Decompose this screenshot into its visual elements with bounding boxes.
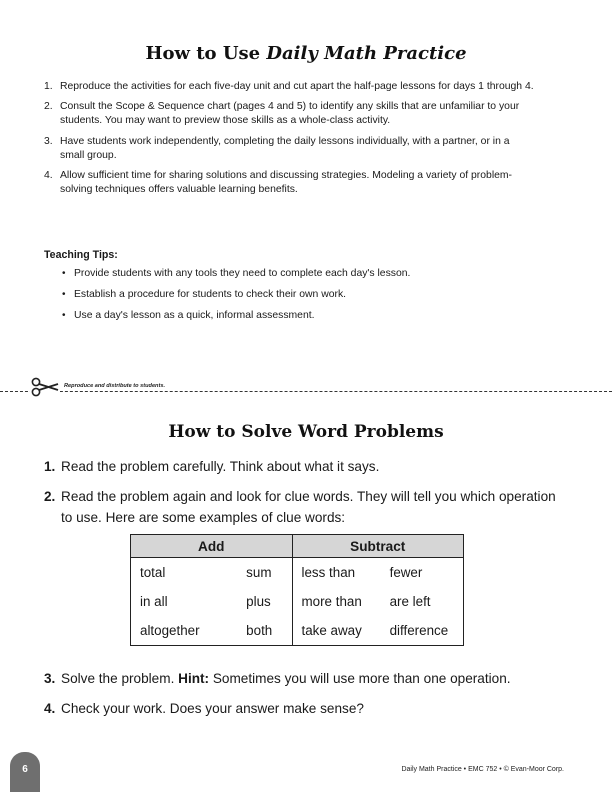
list-item — [44, 100, 534, 128]
item-text: Read the problem again and look for clue words. They will tell you which operation to use. Here are some examples of clue words: — [61, 489, 556, 525]
item-number: 2. — [44, 101, 53, 113]
tip-item — [62, 289, 410, 310]
teaching-tips-heading: Teaching Tips: — [44, 249, 118, 261]
tip-text: Establish a procedure for students to check their own work. — [74, 289, 347, 300]
table-cell: take away — [292, 616, 381, 646]
table-cell: plus — [246, 594, 271, 609]
list-item — [44, 668, 564, 689]
list-item — [44, 456, 564, 477]
table-cell: fewer — [389, 565, 423, 580]
table-cell: difference — [389, 623, 449, 638]
table-row — [131, 587, 464, 616]
list-item — [44, 486, 564, 528]
bullet-icon: • — [62, 268, 66, 279]
teaching-tips-list — [62, 268, 410, 331]
cut-instruction: Reproduce and distribute to students. — [64, 383, 169, 389]
bullet-icon: • — [62, 310, 66, 321]
list-item — [44, 135, 534, 163]
table-cell: in all — [140, 594, 168, 609]
item-number: 3. — [44, 671, 56, 686]
table-cell: sum — [246, 565, 272, 580]
item-number: 2. — [44, 489, 56, 504]
table-row — [131, 616, 464, 646]
item-number: 3. — [44, 135, 53, 147]
add-header: Add — [131, 535, 293, 558]
scissors-icon — [30, 376, 60, 398]
tip-item — [62, 268, 410, 289]
title-italic: Daily Math Practice — [266, 43, 467, 64]
item-number: 4. — [44, 170, 53, 182]
item-number: 4. — [44, 701, 56, 716]
list-item — [44, 80, 534, 94]
title-prefix: How to Use — [145, 43, 267, 64]
item-text: Reproduce the activities for each five-day unit and cut apart the half-page lessons for days 1 through 4. — [60, 81, 534, 92]
tip-text: Provide students with any tools they need to complete each day's lesson. — [74, 268, 411, 279]
step-text-after: Sometimes you will use more than one operation. — [209, 671, 511, 686]
footer-credit: Daily Math Practice • EMC 752 • © Evan-Moor Corp. — [401, 766, 564, 773]
tip-text: Use a day's lesson as a quick, informal assessment. — [74, 310, 315, 321]
list-item — [44, 169, 534, 197]
page-title — [0, 43, 612, 64]
table-cell: less than — [292, 558, 381, 588]
table-cell: both — [246, 623, 273, 638]
item-text — [61, 668, 564, 689]
page-number: 6 — [22, 764, 28, 775]
item-number: 1. — [44, 81, 53, 92]
table-header-row — [131, 535, 464, 558]
tip-item — [62, 310, 410, 331]
subtract-header: Subtract — [292, 535, 464, 558]
section-title: How to Solve Word Problems — [168, 422, 444, 442]
hint-label: Hint: — [178, 671, 210, 686]
table-row — [131, 558, 464, 588]
item-text: Read the problem carefully. Think about what it says. — [61, 459, 380, 474]
instructions-list — [44, 80, 534, 203]
step-text-before: Solve the problem. — [61, 671, 179, 686]
item-text: Check your work. Does your answer make sense? — [61, 701, 364, 716]
cut-line — [0, 391, 612, 392]
clue-words-table — [130, 534, 464, 646]
item-number: 1. — [44, 459, 56, 474]
table-cell: altogether — [140, 623, 200, 638]
bullet-icon: • — [62, 289, 66, 300]
table-cell: more than — [292, 587, 381, 616]
table-cell: total — [140, 565, 166, 580]
item-text: Consult the Scope & Sequence chart (pages 4 and 5) to identify any skills that are unfamiliar to your students. You may want to preview those skills as a whole-class activity. — [60, 101, 520, 127]
item-text: Allow sufficient time for sharing solutions and discussing strategies. Modeling a variety of problem-solving techniques offers valuable learning benefits. — [60, 170, 513, 196]
item-text: Have students work independently, completing the daily lessons individually, with a partner, or in a small group. — [60, 135, 510, 161]
table-cell: are left — [389, 594, 431, 609]
list-item — [44, 698, 564, 719]
